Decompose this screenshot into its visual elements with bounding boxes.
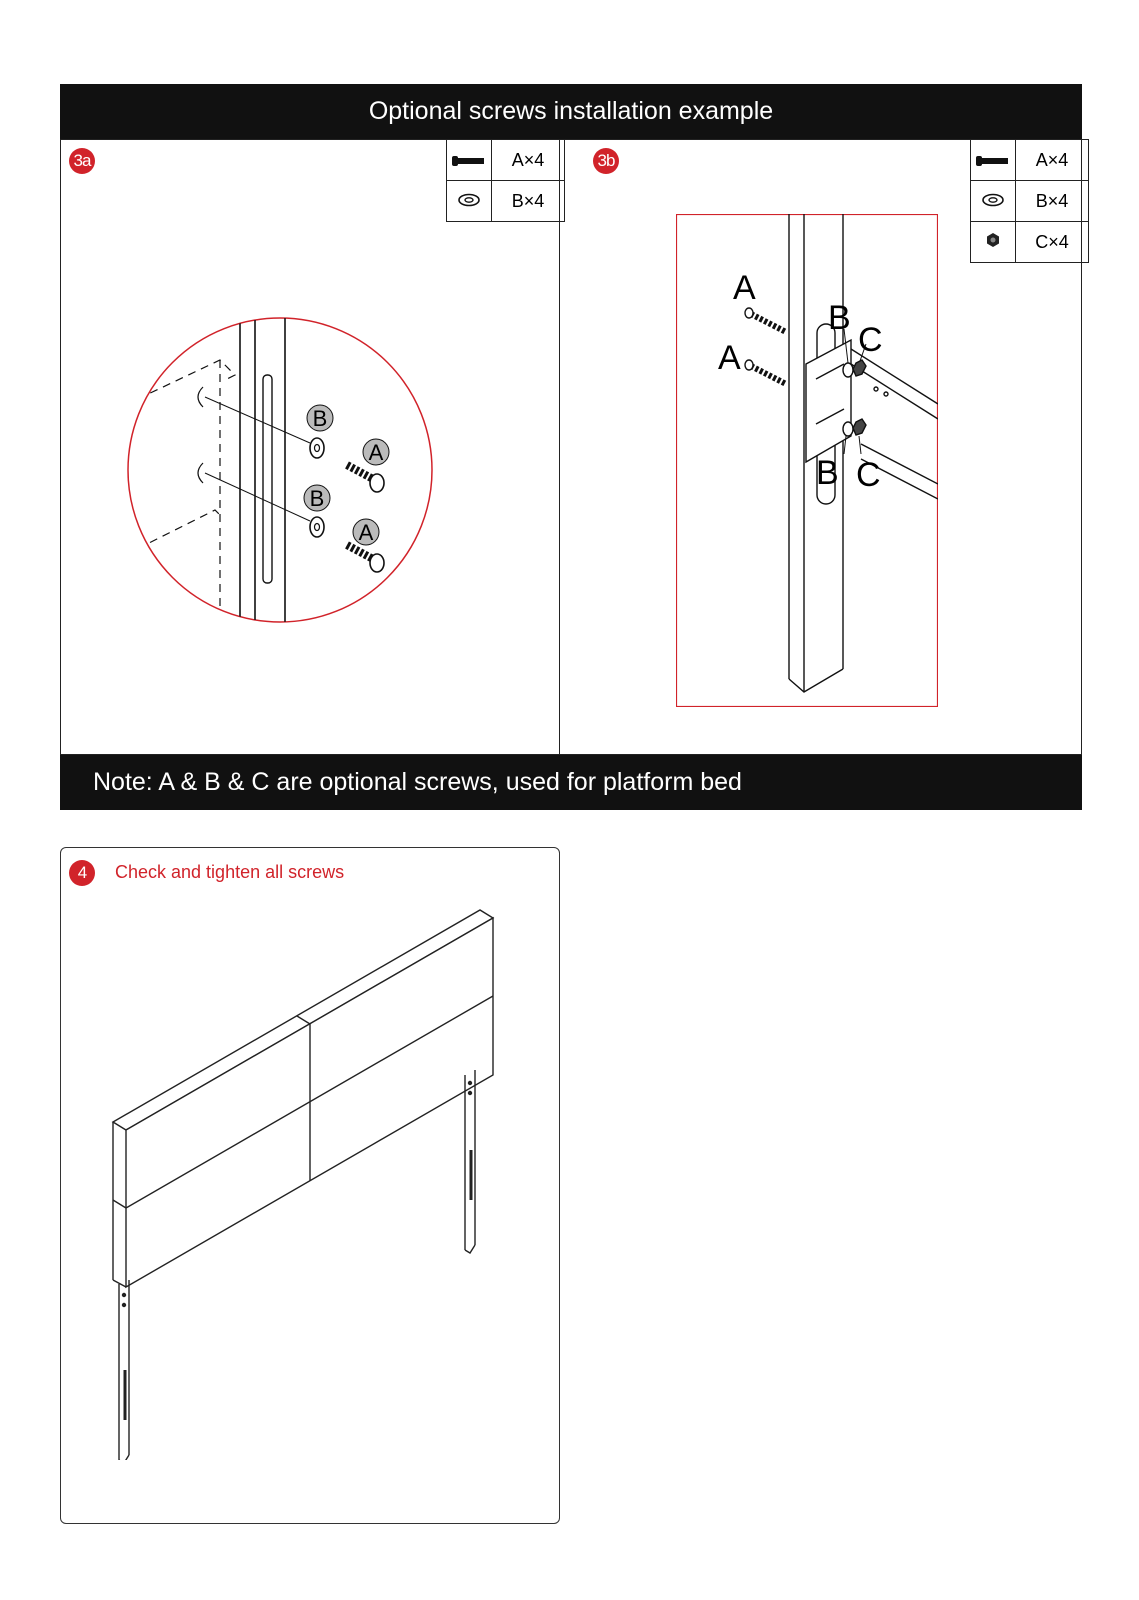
- step-3a-badge: [69, 148, 95, 174]
- svg-text:A: A: [368, 440, 384, 465]
- section-header: [60, 84, 1082, 139]
- part-qty: C×4: [1016, 222, 1089, 263]
- svg-text:C: C: [858, 321, 883, 359]
- parts-table-3b: [970, 139, 1089, 263]
- step-3b-badge: [593, 148, 619, 174]
- step-3b-badge-label: 3b: [597, 151, 615, 170]
- step-4-badge-label: 4: [77, 863, 87, 882]
- part-qty: B×4: [1016, 181, 1089, 222]
- svg-text:B: B: [828, 299, 851, 337]
- parts-row: [971, 181, 1089, 222]
- parts-table-3a: [446, 139, 565, 222]
- parts-row: [447, 140, 565, 181]
- parts-row: [447, 181, 565, 222]
- bolt-icon: [971, 140, 1016, 181]
- step-4-badge: [69, 860, 95, 886]
- nut-icon: [971, 222, 1016, 263]
- part-qty: A×4: [1016, 140, 1089, 181]
- svg-text:C: C: [856, 456, 881, 494]
- step-3b-detail-diagram: [676, 214, 938, 707]
- washer-icon: [447, 181, 492, 222]
- callout-bolt: [353, 439, 389, 545]
- headboard-diagram: [100, 900, 500, 1460]
- svg-text:B: B: [309, 486, 325, 511]
- washer-icon: [971, 181, 1016, 222]
- step-3a-badge-label: 3a: [73, 151, 91, 170]
- svg-text:B: B: [312, 406, 328, 431]
- bolt-icon: [447, 140, 492, 181]
- part-qty: B×4: [492, 181, 565, 222]
- step-4-title: Check and tighten all screws: [115, 862, 345, 882]
- part-qty: A×4: [492, 140, 565, 181]
- note-bar: [60, 755, 1082, 810]
- step-3a-detail-diagram: [125, 315, 445, 625]
- section-title: Optional screws installation example: [368, 97, 774, 125]
- svg-text:B: B: [816, 454, 839, 492]
- note-text: Note: A & B & C are optional screws, used for platform bed: [93, 768, 742, 796]
- svg-text:A: A: [358, 520, 374, 545]
- parts-row: [971, 222, 1089, 263]
- svg-text:A: A: [718, 339, 741, 377]
- svg-text:A: A: [733, 269, 756, 307]
- parts-row: [971, 140, 1089, 181]
- callout-nut: [856, 321, 883, 494]
- panel-divider: [559, 139, 560, 755]
